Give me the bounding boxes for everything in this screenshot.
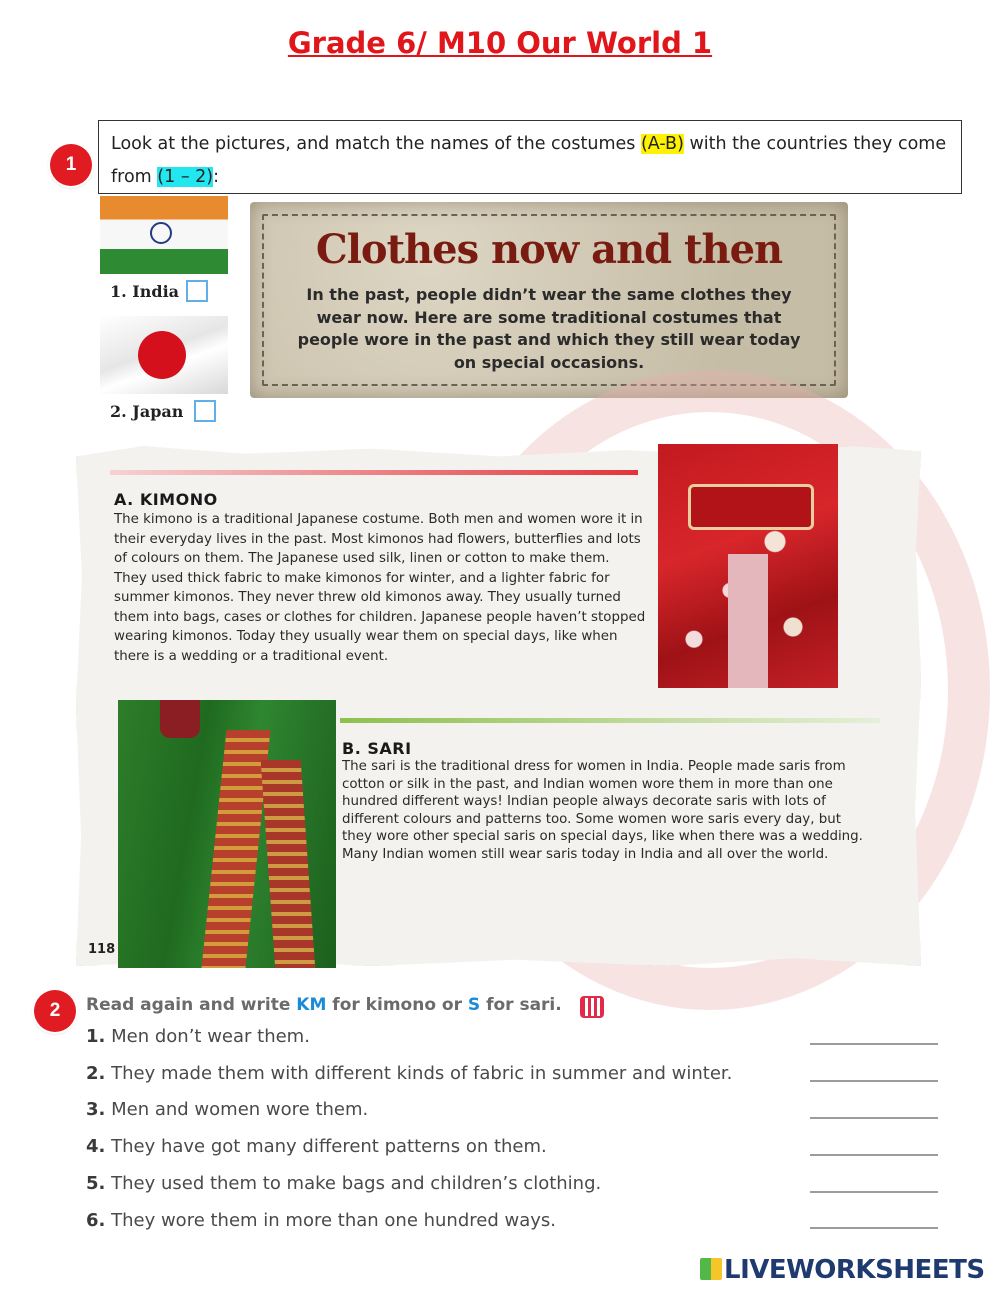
india-flag-icon (100, 196, 228, 274)
question-row (86, 1136, 946, 1166)
question-number: 3. (86, 1099, 106, 1120)
instruction-text: : (213, 167, 220, 187)
answer-line-3[interactable] (810, 1117, 938, 1119)
answer-line-4[interactable] (810, 1154, 938, 1156)
exercise-2-title-text: for sari. (480, 995, 562, 1015)
question-row (86, 1210, 946, 1240)
instruction-text: with the countries they come from (111, 134, 947, 187)
keyword-s: S (467, 995, 481, 1015)
kimono-image (658, 444, 838, 688)
instruction-highlight-countries: (1 – 2) (157, 167, 214, 187)
question-row (86, 1173, 946, 1203)
japan-flag-icon (100, 316, 228, 394)
kimono-divider (110, 470, 638, 475)
question-number: 6. (86, 1210, 106, 1231)
sari-heading: B. SARI (342, 739, 412, 758)
answer-box-japan[interactable] (194, 400, 216, 422)
question-text: They have got many different patterns on them. (111, 1136, 547, 1157)
question-row (86, 1026, 946, 1056)
question-row (86, 1099, 946, 1129)
page-title: Grade 6/ M10 Our World 1 (287, 26, 713, 60)
answer-line-6[interactable] (810, 1227, 938, 1229)
keyword-km: KM (296, 995, 327, 1015)
exercise-2-title-text: Read again and write (86, 995, 297, 1015)
question-text: They made them with different kinds of fabric in summer and winter. (111, 1063, 733, 1084)
question-text: They used them to make bags and children’s clothing. (111, 1173, 602, 1194)
exercise-2-title (86, 995, 562, 1015)
answer-line-1[interactable] (810, 1043, 938, 1045)
instruction-text: Look at the pictures, and match the names of the costumes (111, 134, 641, 154)
audio-icon (580, 996, 604, 1018)
instruction-highlight-costumes: (A-B) (640, 134, 684, 154)
question-number: 4. (86, 1136, 106, 1157)
banner-title: Clothes now and then (315, 226, 783, 273)
answer-box-india[interactable] (186, 280, 208, 302)
exercise-2-badge: 2 (34, 990, 76, 1032)
question-text: Men don’t wear them. (111, 1026, 310, 1047)
question-number: 5. (86, 1173, 106, 1194)
country-label-japan: 2. Japan (110, 402, 184, 421)
kimono-text: The kimono is a traditional Japanese costume. Both men and women wore it in their everyday lives in the past. Most kimonos had flowers, butterflies and lots of colours on them. The Japanese used silk, linen or cotton to make them. They used thick fabric to make kimonos for winter, and a lighter fabric for summer kimonos. They never threw old kimonos away. They usually turned them into bags, cases or clothes for children. Japanese people haven’t stopped wearing kimonos. Today they usually wear them on special days, like when there is a wedding or a traditional event. (114, 512, 646, 664)
page-number: 118 (88, 942, 116, 957)
question-text: They wore them in more than one hundred ways. (111, 1210, 556, 1231)
liveworksheets-logo[interactable] (700, 1255, 985, 1285)
answer-line-2[interactable] (810, 1080, 938, 1082)
liveworksheets-logo-icon (700, 1258, 722, 1280)
sari-image (118, 700, 336, 968)
exercise-1-instruction (98, 120, 962, 194)
sari-divider (340, 718, 880, 723)
sari-text: The sari is the traditional dress for women in India. People made saris from cotton or silk in the past, and Indian women wore them in more than one hundred different ways! Indian people always decorate saris with lots of different colours and patterns too. Some women wore saris every day, but they wore other special saris on special days, like when there was a wedding. Many Indian women still wear saris today in India and all over the world. (342, 759, 863, 862)
answer-line-5[interactable] (810, 1191, 938, 1193)
country-label-india: 1. India (110, 282, 180, 301)
question-row (86, 1063, 946, 1093)
exercise-1-badge: 1 (50, 144, 92, 186)
exercise-2-title-text: for kimono or (326, 995, 468, 1015)
question-text: Men and women wore them. (111, 1099, 369, 1120)
kimono-heading: A. KIMONO (114, 490, 218, 509)
question-number: 2. (86, 1063, 106, 1084)
banner-text: In the past, people didn’t wear the same clothes they wear now. Here are some traditional costumes that people wore in the past and which they still wear today on special occasions. (297, 285, 801, 372)
question-number: 1. (86, 1026, 106, 1047)
logo-text: LIVEWORKSHEETS (724, 1255, 985, 1285)
